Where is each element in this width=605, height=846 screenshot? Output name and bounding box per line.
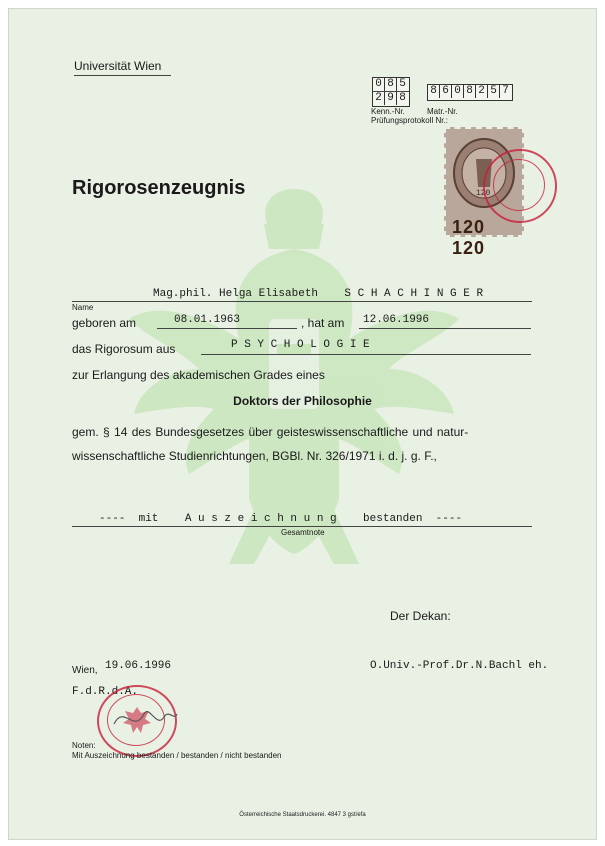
matr-digit: 6 [440,85,452,98]
kenn-digit: 5 [399,78,406,90]
matr-label: Matr.-Nr. [427,107,458,116]
grade-value: ---- mit A u s z e i c h n u n g bestanden ---- [99,513,463,525]
legal-text-2: wissenschaftliche Studienrichtungen, BGBl. Nr. 326/1971 i. d. j. g. F., [72,449,437,463]
legal-text-1: gem. § 14 des Bundesgesetzes über geisteswissenschaftliche und natur- [72,425,469,439]
issue-date: 19.06.1996 [105,660,172,672]
birth-line [157,328,297,329]
birth-date: 08.01.1963 [174,314,241,326]
gesamtnote-label: Gesamtnote [281,528,325,537]
kenn-digit: 0 [373,78,385,91]
rigorosum-label: das Rigorosum aus [72,342,176,356]
noten-label: Noten: [72,741,96,750]
kenn-digit: 2 [373,92,385,105]
matr-nr-row [428,85,511,98]
degree-title: Doktors der Philosophie [233,394,372,408]
protokoll-label: Prüfungsprotokoll Nr.: [371,116,448,125]
matr-digit: 5 [488,85,500,98]
name-value: Mag.phil. Helga Elisabeth S C H A C H I N G E R [153,288,484,300]
kenn-label: Kenn.-Nr. [371,107,405,116]
zur-erlangung-text: zur Erlangung des akademischen Grades eines [72,368,325,382]
wien-label: Wien, [72,665,98,676]
dean-label: Der Dekan: [390,609,451,623]
university-underline [74,75,171,76]
kenn-digit: 8 [399,92,406,104]
exam-line [359,328,531,329]
name-label: Name [72,303,94,312]
exam-date: 12.06.1996 [363,314,430,326]
subject-line [201,354,531,355]
stamp-value-large: 120 120 [452,217,486,258]
grade-line [72,526,532,527]
kenn-nr-row2 [373,92,408,105]
matr-digit: 8 [464,85,476,98]
name-line [72,301,532,302]
certificate-sheet [8,8,597,840]
kenn-digit: 9 [385,92,397,105]
subject-value: P S Y C H O L O G I E [231,339,370,351]
born-label: geboren am [72,316,137,330]
document-title: Rigorosenzeugnis [72,177,246,199]
matr-digit: 7 [502,85,509,97]
stamp-value-small: 120 [476,189,491,198]
dean-name: O.Univ.-Prof.Dr.N.Bachl eh. [370,660,549,672]
exam-label: , hat am [301,316,345,330]
matr-digit: 8 [428,85,440,98]
matr-digit: 2 [476,85,488,98]
printer-footer: Österreichische Staatsdruckerei. 4847 3 gst/efa [239,812,366,818]
university-name: Universität Wien [74,59,162,73]
red-seal-top [483,149,557,223]
matr-digit: 0 [452,85,464,98]
fdrda-text: F.d.R.d.A. [72,686,139,698]
noten-list: Mit Auszeichnung bestanden / bestanden / nicht bestanden [72,751,282,760]
signature-icon [109,699,179,739]
kenn-digit: 8 [385,78,397,91]
kenn-nr-row1 [373,78,408,91]
